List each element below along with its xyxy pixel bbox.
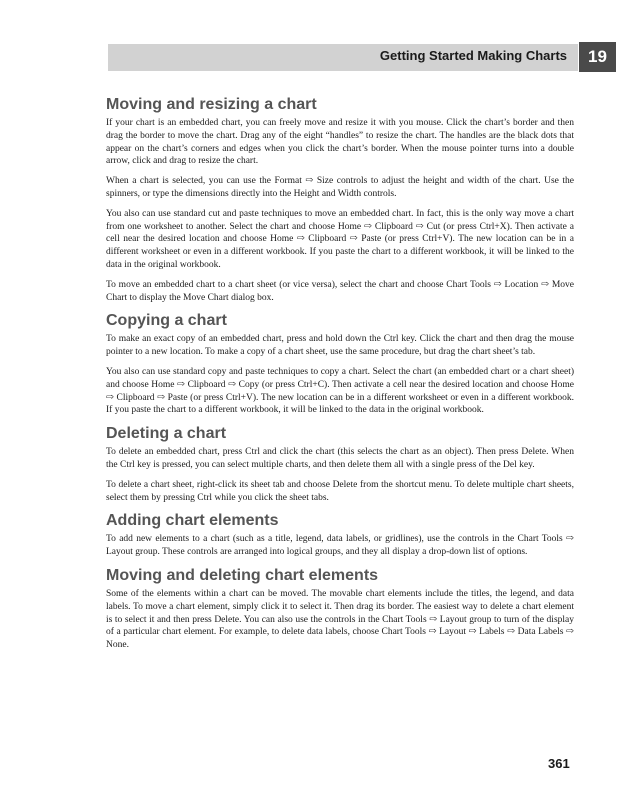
section-moving-resizing bbox=[106, 95, 574, 304]
running-header-title: Getting Started Making Charts bbox=[379, 48, 567, 63]
page-body bbox=[106, 95, 574, 659]
body-paragraph: If your chart is an embedded chart, you can freely move and resize it with you mouse. Click the chart’s border and then drag the border to move the chart. Drag any of the eight “handles” to resize the chart. The handles are the black dots that appear on the chart’s corners and edges when you click the chart’s border. When the mouse pointer turns into a double arrow, click and drag to resize the chart. bbox=[106, 118, 574, 167]
body-paragraph: To make an exact copy of an embedded chart, press and hold down the Ctrl key. Click the chart and then drag the mouse pointer to a new location. To make a copy of a chart sheet, use the same procedure, but drag the chart sheet’s tab. bbox=[106, 334, 574, 358]
section-copying bbox=[106, 311, 574, 417]
section-deleting bbox=[106, 424, 574, 504]
section-moving-deleting-elements bbox=[106, 566, 574, 652]
section-heading: Adding chart elements bbox=[106, 512, 279, 530]
section-heading: Moving and deleting chart elements bbox=[106, 566, 379, 584]
chapter-number-badge: 19 bbox=[579, 42, 616, 72]
section-heading: Deleting a chart bbox=[106, 425, 227, 443]
body-paragraph: You also can use standard copy and paste techniques to copy a chart. Select the chart (an embedded chart or a chart sheet) and choose Home ⇨ Clipboard ⇨ Copy (or press Ctrl+C). Then activate a cell near the desired location and choose Home ⇨ Clipboard ⇨ Paste (or press Ctrl+V). The new location can be in a different worksheet or even in a different workbook. If you paste the chart to a different workbook, it will be linked to the data in the original workbook. bbox=[106, 366, 574, 416]
body-paragraph: To move an embedded chart to a chart sheet (or vice versa), select the chart and choose Chart Tools ⇨ Location ⇨ Move Chart to display the Move Chart dialog box. bbox=[106, 279, 574, 303]
page-number: 361 bbox=[548, 756, 570, 771]
body-paragraph: You also can use standard cut and paste techniques to move an embedded chart. In fact, this is the only way move a chart from one worksheet to another. Select the chart and choose Home ⇨ Clipboard ⇨ Cut (or press Ctrl+X). Then activate a cell near the desired location and choose Home ⇨ Clipboard ⇨ Paste (or press Ctrl+V). The new location can be in a different worksheet or even in a different workbook. If you paste the chart to a different workbook, it will be linked to the data in the original workbook. bbox=[106, 208, 574, 270]
body-paragraph: To add new elements to a chart (such as a title, legend, data labels, or gridlines), use the controls in the Chart Tools ⇨ Layout group. These controls are arranged into logical groups, and they all display a drop-down list of options. bbox=[106, 534, 574, 558]
body-paragraph: To delete an embedded chart, press Ctrl and click the chart (this selects the chart as an object). Then press Delete. When the Ctrl key is pressed, you can select multiple charts, and then delete them all with a single press of the Del key. bbox=[106, 447, 574, 470]
body-paragraph: When a chart is selected, you can use the Format ⇨ Size controls to adjust the height and width of the chart. Use the spinners, or type the dimensions directly into the Height and Width controls. bbox=[106, 176, 574, 199]
section-heading: Moving and resizing a chart bbox=[106, 96, 317, 113]
section-adding-elements bbox=[106, 511, 574, 559]
body-paragraph: Some of the elements within a chart can be moved. The movable chart elements include the titles, the legend, and data labels. To move a chart element, simply click it to select it. Then drag its border. The easiest way to delete a chart element is to select it and then press Delete. You can also use the controls in the Chart Tools ⇨ Layout group to turn of the display of a particular chart element. For example, to delete data labels, choose Chart Tools ⇨ Layout ⇨ Labels ⇨ Data Labels ⇨ None. bbox=[106, 588, 574, 651]
section-heading: Copying a chart bbox=[106, 312, 227, 330]
body-paragraph: To delete a chart sheet, right-click its sheet tab and choose Delete from the shortcut menu. To delete multiple chart sheets, select them by pressing Ctrl while you click the sheet tabs. bbox=[106, 479, 574, 503]
